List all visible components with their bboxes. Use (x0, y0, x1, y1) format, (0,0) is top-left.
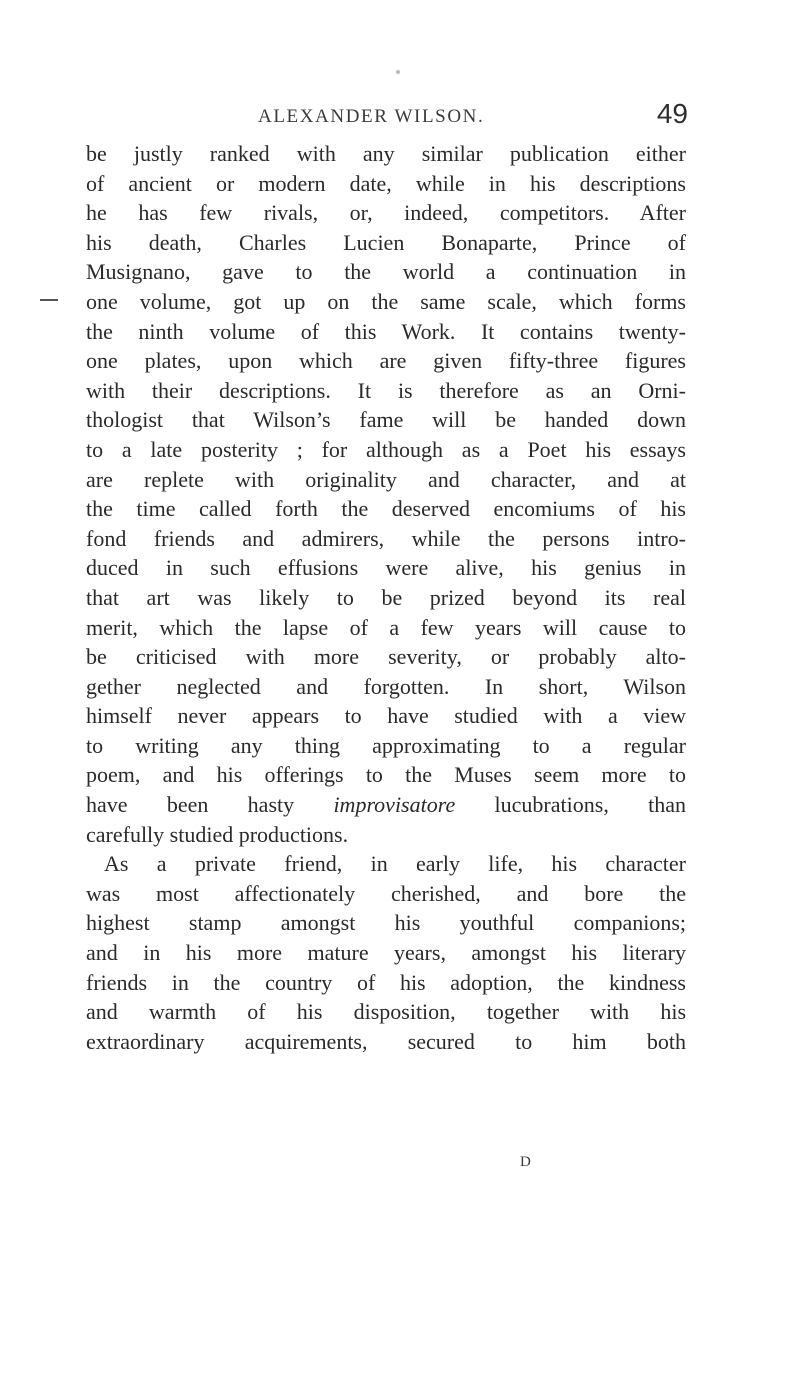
paragraph-end-line: carefully studied productions. (86, 821, 349, 847)
text-line: poem, and his offerings to the Muses seem more to (86, 762, 686, 788)
text-line: his death, Charles Lucien Bonaparte, Prince of (86, 229, 686, 255)
text-line: thologist that Wilson’s fame will be handed down (86, 407, 686, 433)
running-head (258, 98, 688, 134)
text-line: of ancient or modern date, while in his descriptions (86, 170, 686, 196)
body-text (86, 139, 686, 1056)
text-line: one volume, got up on the same scale, which forms (86, 288, 686, 314)
text-line: merit, which the lapse of a few years will cause to (86, 614, 686, 640)
text-line: gether neglected and forgotten. In short, Wilson (86, 673, 686, 699)
text-segment: lucubrations, than (455, 792, 686, 818)
text-line: are replete with originality and character, and at (86, 466, 686, 492)
signature-mark: D (520, 1154, 532, 1170)
text-line: was most affectionately cherished, and bore the (86, 880, 686, 906)
running-title: ALEXANDER WILSON. (258, 106, 485, 127)
text-line: and in his more mature years, amongst his literary (86, 940, 686, 966)
text-line: with their descriptions. It is therefore as an Orni- (86, 377, 686, 403)
text-line: duced in such effusions were alive, his genius in (86, 555, 686, 581)
text-line: Musignano, gave to the world a continuation in (86, 259, 686, 285)
text-line: to a late posterity ; for although as a Poet his essays (86, 436, 686, 462)
text-segment: have been hasty (86, 792, 334, 818)
text-line: highest stamp amongst his youthful companions; (86, 910, 686, 936)
text-line: to writing any thing approximating to a regular (86, 732, 686, 758)
text-line: be justly ranked with any similar publication either (86, 141, 686, 166)
italic-word: improvisatore (333, 792, 456, 818)
text-line: one plates, upon which are given fifty-three figures (86, 348, 686, 374)
text-line: and warmth of his disposition, together with his (86, 999, 686, 1025)
text-line: that art was likely to be prized beyond its real (86, 584, 686, 610)
text-line: himself never appears to have studied with a view (86, 703, 686, 729)
page-number: 49 (656, 98, 688, 129)
text-line: the time called forth the deserved encomiums of his (86, 496, 686, 522)
text-line: he has few rivals, or, indeed, competitors. After (86, 200, 686, 226)
text-line: fond friends and admirers, while the persons intro- (86, 525, 686, 551)
margin-mark (40, 299, 58, 301)
text-line: be criticised with more severity, or probably alto- (86, 644, 686, 670)
text-line: the ninth volume of this Work. It contains twenty- (86, 318, 686, 344)
paper-speck (396, 70, 400, 74)
text-line: friends in the country of his adoption, the kindness (86, 969, 686, 995)
paragraph-start-line: As a private friend, in early life, his character (104, 851, 686, 877)
text-line: extraordinary acquirements, secured to him both (86, 1028, 686, 1054)
text-line-with-italic (86, 790, 686, 820)
